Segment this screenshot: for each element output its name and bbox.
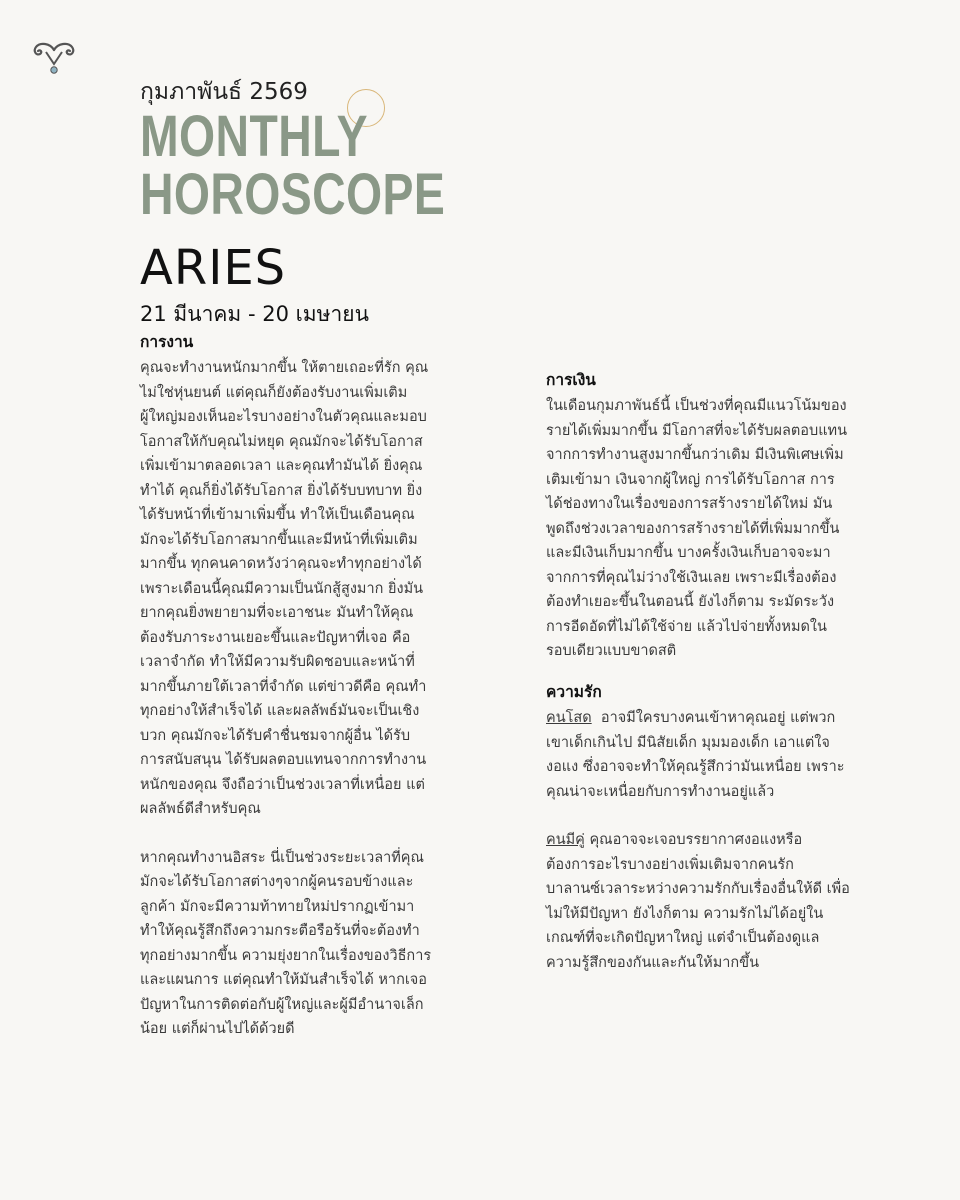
money-heading: การเงิน xyxy=(546,371,596,389)
work-paragraph-2: หากคุณทำงานอิสระ นี่เป็นช่วงระยะเวลาที่คุณมักจะได้รับโอกาสต่างๆจากผู้คนรอบข้างและลูกค้า มักจะมีความท้าทายใหม่ปรากฏเข้ามา ทำให้คุณรู้สึกถึงความกระตือรือร้นที่จะต้องทำทุกอย่างมากขึ้น ความยุ่งยากในเรื่องของวิธีการและแผนการ แต่คุณทำให้มันสำเร็จได้ หากเจอปัญหาในการติดต่อกับผู้ใหญ่และผู้มีอำนาจเล็กน้อย แต่ก็ผ่านไปได้ด้วยดี xyxy=(140,849,432,1037)
money-section xyxy=(546,368,850,664)
love-section xyxy=(546,680,850,975)
work-section xyxy=(140,330,432,1042)
love-single-paragraph xyxy=(546,706,850,804)
single-text: อาจมีใครบางคนเข้าหาคุณอยู่ แต่พวกเขาเด็กเกินไป มีนิสัยเด็ก มุมมองเด็ก เอาแต่ใจ งอแง ซึ่งอาจจะทำให้คุณรู้สึกว่ามันเหนื่อย เพราะคุณน่าจะเหนื่อยกับการทำงานอยู่แล้ว xyxy=(546,710,845,800)
couple-text: คุณอาจจะเจอบรรยากาศงอแงหรือต้องการอะไรบางอย่างเพิ่มเติมจากคนรัก บาลานซ์เวลาระหว่างความรักกับเรื่องอื่นให้ดี เพื่อไม่ให้มีปัญหา ยังไงก็ตาม ความรักไม่ได้อยู่ในเกณฑ์ที่จะเกิดปัญหาใหญ่ แต่จำเป็นต้องดูแลความรู้สึกของกันและกันให้มากขึ้น xyxy=(546,832,850,971)
love-couple-paragraph xyxy=(546,828,850,975)
headline-line-2: HOROSCOPE xyxy=(140,162,446,227)
couple-label: คนมีคู่ xyxy=(546,832,585,848)
headline xyxy=(140,104,446,227)
month-label: กุมภาพันธ์ 2569 xyxy=(140,79,308,105)
aries-ram-icon xyxy=(30,40,78,78)
work-paragraph-1: คุณจะทำงานหนักมากขึ้น ให้ตายเถอะที่รัก คุณไม่ใช่หุ่นยนต์ แต่คุณก็ยังต้องรับงานเพิ่มเติม ผู้ใหญ่มองเห็นอะไรบางอย่างในตัวคุณและมอบโอกาสให้กับคุณไม่หยุด คุณมักจะได้รับโอกาสเพิ่มเข้ามาตลอดเวลา และคุณทำมันได้ ยิ่งคุณทำได้ คุณก็ยิ่งได้รับโอกาส ยิ่งได้รับบทบาท ยิ่งได้รับหน้าที่เข้ามาเพิ่มขึ้น ทำให้เป็นเดือนคุณมักจะได้รับโอกาสมากขึ้นและมีหน้าที่เพิ่มเติมมากขึ้น ทุกคนคาดหวังว่าคุณจะทำทุกอย่างได้ เพราะเดือนนี้คุณมีความเป็นนักสู้สูงมาก ยิ่งมันยากคุณยิ่งพยายามที่จะเอาชนะ มันทำให้คุณต้องรับภาระงานเยอะขึ้นและปัญหาที่เจอ คือเวลาจำกัด ทำให้มีความรับผิดชอบและหน้าที่มากขึ้นภายใต้เวลาที่จำกัด แต่ข่าวดีคือ คุณทำทุกอย่างให้สำเร็จได้ และผลลัพธ์มันจะเป็นเชิงบวก คุณมักจะได้รับคำชื่นชมจากผู้อื่น ได้รับการสนับสนุน ได้รับผลตอบแทนจากการทำงานหนักของคุณ จึงถือว่าเป็นช่วงเวลาที่เหนื่อย แต่ผลลัพธ์ดีสำหรับคุณ xyxy=(140,360,429,817)
money-paragraph: ในเดือนกุมภาพันธ์นี้ เป็นช่วงที่คุณมีแนวโน้มของรายได้เพิ่มมากขึ้น มีโอกาสที่จะได้รับผลตอบแทนจากการทำงานสูงมากขึ้นกว่าเดิม มีเงินพิเศษเพิ่มเติมเข้ามา เงินจากผู้ใหญ่ การได้รับโอกาส การได้ช่องทางในเรื่องของการสร้างรายได้ใหม่ มันพูดถึงช่วงเวลาของการสร้างรายได้ที่เพิ่มมากขึ้น และมีเงินเก็บมากขึ้น บางครั้งเงินเก็บอาจจะมาจากการที่คุณไม่ว่างใช้เงินเลย เพราะมีเรื่องต้องต้องทำเยอะขึ้นในตอนนี้ ยังไงก็ตาม ระมัดระวังการอีดอัดที่ไม่ได้ใช้จ่าย แล้วไปจ่ายทั้งหมดในรอบเดียวแบบขาดสติ xyxy=(546,398,848,659)
work-heading: การงาน xyxy=(140,333,194,351)
zodiac-sign: ARIES xyxy=(140,240,287,296)
single-label: คนโสด xyxy=(546,710,592,726)
love-heading: ความรัก xyxy=(546,683,602,701)
date-range: 21 มีนาคม - 20 เมษายน xyxy=(140,302,369,326)
headline-line-1: MONTHLY xyxy=(140,104,368,169)
